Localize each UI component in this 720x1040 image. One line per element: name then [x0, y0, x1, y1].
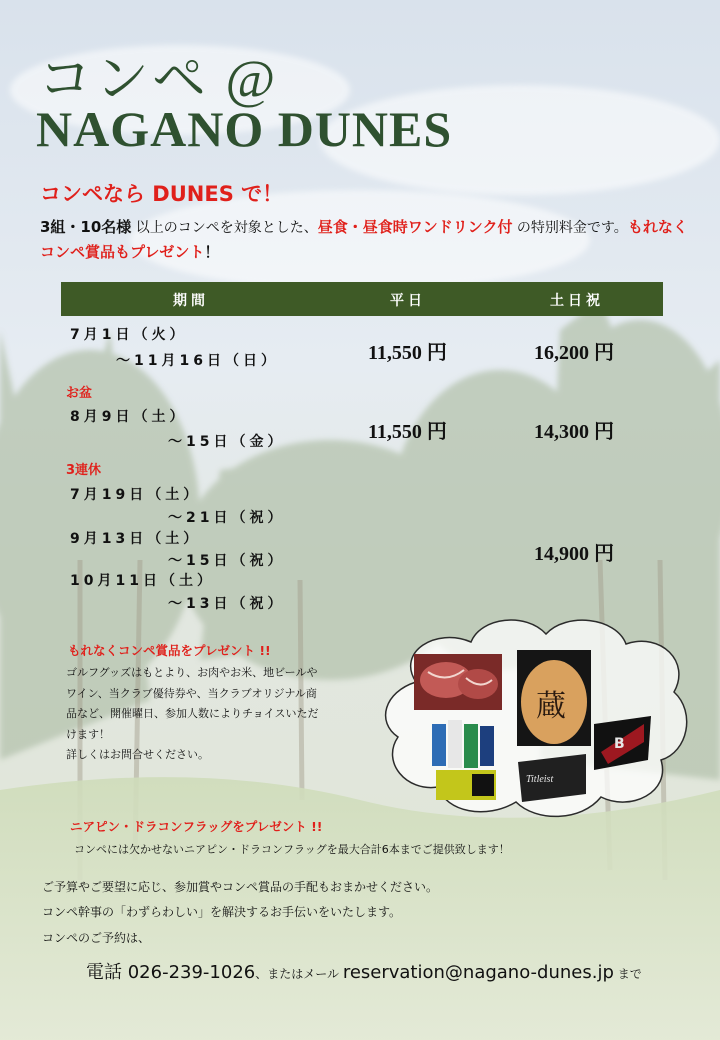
- intro-group-size: 3組・10名様: [40, 218, 132, 236]
- titleist-box-photo: [518, 754, 586, 802]
- contact-suffix: まで: [613, 967, 642, 981]
- price-row3-weekend: 14,900 円: [534, 543, 614, 565]
- label-obon: お盆: [66, 386, 93, 401]
- prize-description: [66, 663, 386, 766]
- sake-bottle-photo: [517, 650, 591, 746]
- price-row1-weekend: 16,200 円: [534, 342, 614, 364]
- flag-section-title: ニアピン・ドラコンフラッグをプレゼント !!: [70, 819, 323, 834]
- period-row1-end: ～11月16日（日）: [116, 353, 279, 369]
- price-row2-weekend: 14,300 円: [534, 421, 614, 443]
- intro-highlight-prize: もれなくコンペ賞品もプレゼント: [40, 218, 688, 261]
- intro-exclamation: ！: [204, 243, 220, 261]
- period-row3-line2: ～21日（祝）: [168, 510, 286, 526]
- closing-line-1: ご予算やご要望に応じ、参加賞やコンペ賞品の手配もおまかせください。: [42, 880, 439, 894]
- prize-line: 品など、開催曜日、参加人数によりチョイスいただ: [66, 707, 319, 720]
- prize-line: けます！: [66, 727, 110, 741]
- contact-line: [86, 958, 642, 984]
- page-title-line1: コンペ @: [38, 49, 279, 109]
- price-row1-weekday: 11,550 円: [368, 342, 447, 364]
- intro-text-1: 以上のコンペを対象とした、: [131, 220, 318, 236]
- price-row2-weekday: 11,550 円: [368, 421, 447, 443]
- period-row2-start: 8月9日（土）: [70, 409, 188, 425]
- label-three-day-weekend: 3連休: [66, 463, 102, 478]
- period-row3-line5: 10月11日（土）: [70, 573, 215, 589]
- period-row3-line6: ～13日（祝）: [168, 596, 286, 612]
- period-row1-start: 7月1日（火）: [70, 327, 188, 343]
- intro-text-2: の特別料金です。: [512, 220, 628, 236]
- period-row2-end: ～15日（金）: [168, 434, 286, 450]
- beer-cans-photo: [432, 720, 496, 800]
- header-weekend: 土日祝: [550, 293, 604, 309]
- or-mail-text: 、またはメール: [255, 967, 343, 981]
- header-period: 期間: [173, 293, 209, 309]
- period-row3-line4: ～15日（祝）: [168, 553, 286, 569]
- phone-number[interactable]: 電話 026-239-1026: [86, 962, 256, 983]
- period-row3-line1: 7月19日（土）: [70, 487, 202, 503]
- prize-section-title: もれなくコンペ賞品をプレゼント !!: [68, 643, 271, 658]
- prize-photo-collage: [376, 612, 696, 822]
- closing-line-3: コンペのご予約は、: [42, 931, 151, 945]
- meat-photo: [414, 654, 502, 710]
- price-table-header: [61, 282, 663, 316]
- email-address[interactable]: reservation@nagano-dunes.jp: [342, 962, 614, 983]
- prize-line: ゴルフグッズはもとより、お肉やお米、地ビールや: [66, 666, 318, 679]
- intro-paragraph: [40, 215, 690, 265]
- headline: コンペなら DUNES で！: [40, 182, 284, 206]
- period-row3-line3: 9月13日（土）: [70, 531, 202, 547]
- intro-highlight-lunch: 昼食・昼食時ワンドリンク付: [317, 218, 513, 236]
- flag-description: コンペには欠かせないニアピン・ドラコンフラッグを最大合計6本までご提供致します！: [74, 843, 510, 856]
- prize-line: 詳しくはお問合せください。: [66, 748, 209, 761]
- closing-line-2: コンペ幹事の「わずらわしい」を解決するお手伝いをいたします。: [42, 905, 402, 919]
- prize-line: ワイン、当クラブ優待券や、当クラブオリジナル商: [66, 686, 317, 700]
- sake-label-text: 蔵: [536, 689, 566, 724]
- page-title-line2: NAGANO DUNES: [36, 101, 453, 157]
- header-weekday: 平日: [390, 293, 426, 309]
- ball-box-logo: B: [614, 736, 625, 752]
- titleist-logo-text: Titleist: [526, 774, 554, 785]
